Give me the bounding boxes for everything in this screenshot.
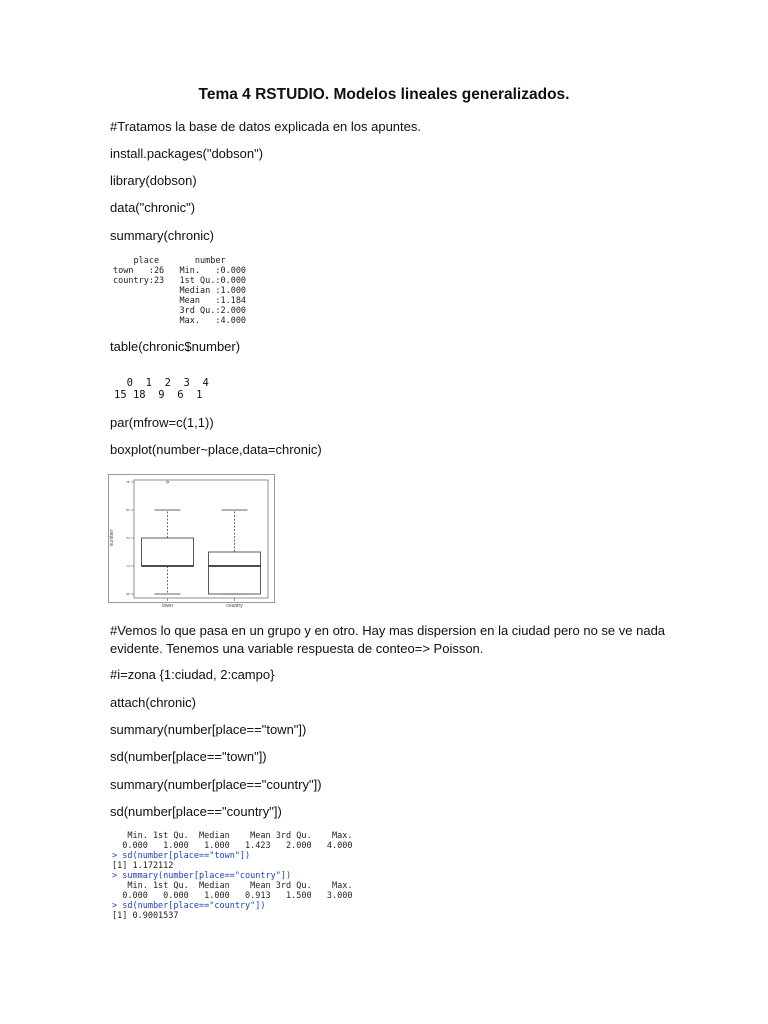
console-line: Min. 1st Qu. Median Mean 3rd Qu. Max.: [112, 831, 358, 841]
code-summary-town: summary(number[place=="town"]): [110, 722, 307, 737]
document-title: Tema 4 RSTUDIO. Modelos lineales generalizados.: [198, 86, 570, 103]
comment-zona: #i=zona {1:ciudad, 2:campo}: [110, 667, 275, 682]
table-output: [114, 377, 209, 401]
code-summary: summary(chronic): [110, 228, 215, 243]
code-summary-country: summary(number[place=="country"]): [110, 777, 322, 792]
console-output: [112, 831, 358, 921]
box-town: [142, 538, 194, 566]
y-tick-label: 4: [125, 480, 131, 484]
summary-output-line: country:23 1st Qu.:0.000: [113, 276, 257, 286]
y-axis-label: number: [109, 529, 115, 547]
console-line: Min. 1st Qu. Median Mean 3rd Qu. Max.: [112, 881, 358, 891]
code-sd-country: sd(number[place=="country"]): [110, 804, 282, 819]
x-tick-label: town: [162, 603, 173, 609]
summary-output-line: Max. :4.000: [113, 316, 257, 326]
console-command: > sd(number[place=="town"]): [112, 851, 251, 861]
summary-output-line: Mean :1.184: [113, 296, 257, 306]
console-line: 0.000 0.000 1.000 0.913 1.500 3.000: [112, 891, 358, 901]
summary-output-line: place number: [113, 256, 252, 266]
code-data: data("chronic"): [110, 200, 196, 215]
y-tick-label: 1: [125, 564, 131, 568]
table-output-counts: 15 18 9 6 1: [114, 389, 203, 401]
console-line: 0.000 1.000 1.000 1.423 2.000 4.000: [112, 841, 358, 851]
summary-output-line: town :26 Min. :0.000: [113, 266, 257, 276]
console-command: > sd(number[place=="country"]): [112, 901, 266, 911]
console-line: [1] 1.172112: [112, 861, 174, 871]
code-install-packages: install.packages("dobson"): [110, 146, 264, 161]
comment-database: #Tratamos la base de datos explicada en los apuntes.: [110, 119, 421, 134]
x-tick-label: country: [226, 603, 243, 609]
y-tick-label: 2: [125, 536, 131, 540]
summary-output: [113, 256, 256, 326]
y-tick-label: 3: [125, 508, 131, 512]
code-par: par(mfrow=c(1,1)): [110, 415, 214, 430]
comment-vemos: #Vemos lo que pasa en un grupo y en otro. Hay mas dispersion en la ciudad pero no se ve nada evidente. Tenemos una variable respuesta de conteo=> Poisson.: [110, 623, 666, 656]
code-library: library(dobson): [110, 173, 197, 188]
code-table: table(chronic$number): [110, 339, 241, 354]
boxplot-chart: [108, 474, 278, 614]
console-command: > summary(number[place=="country"]): [112, 871, 292, 881]
code-sd-town: sd(number[place=="town"]): [110, 749, 267, 764]
y-tick-label: 0: [125, 592, 131, 596]
code-boxplot: boxplot(number~place,data=chronic): [110, 442, 322, 457]
summary-output-line: Median :1.000: [113, 286, 257, 296]
console-line: [1] 0.9001537: [112, 911, 179, 921]
code-attach: attach(chronic): [110, 695, 196, 710]
summary-output-line: 3rd Qu.:2.000: [113, 306, 257, 316]
box-country: [209, 552, 261, 594]
table-output-header: 0 1 2 3 4: [114, 377, 209, 389]
